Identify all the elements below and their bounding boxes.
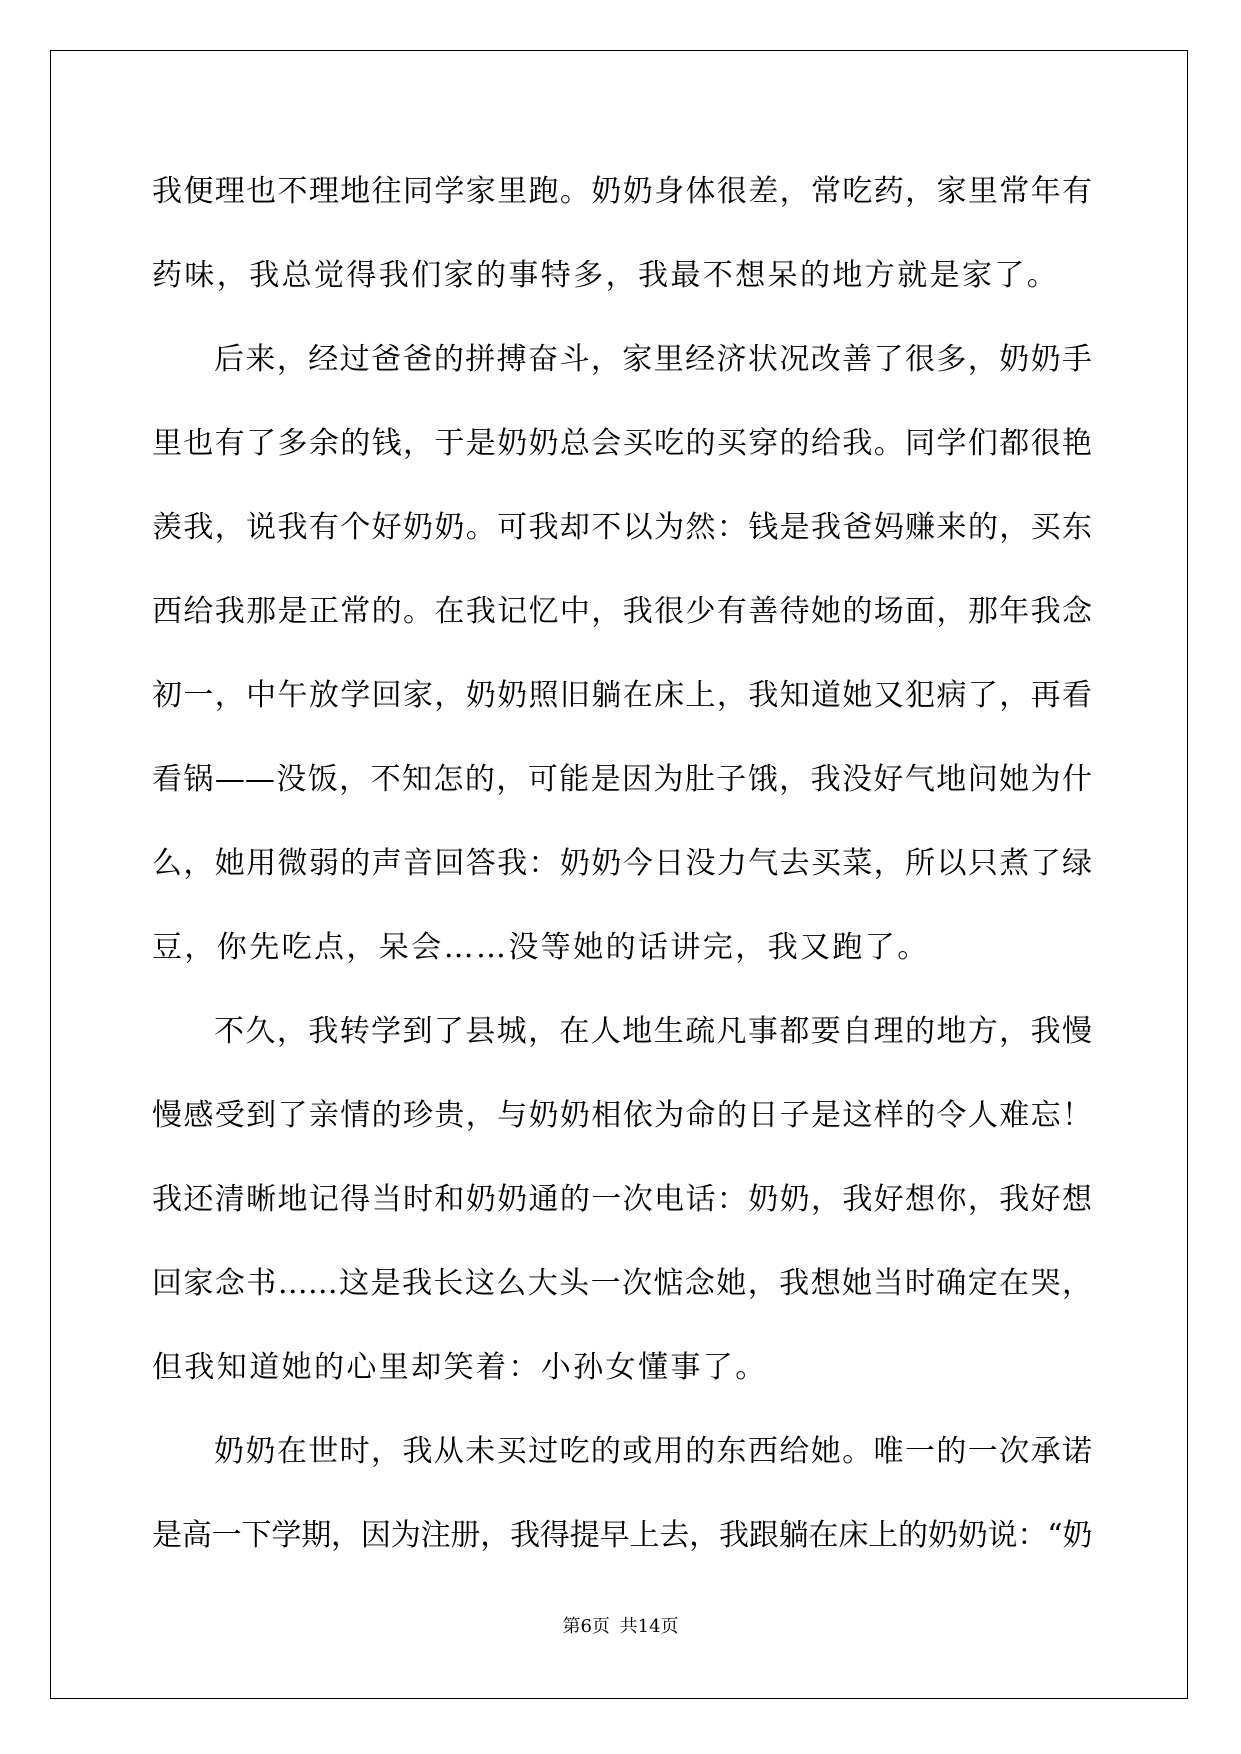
text-line: 我便理也不理地往同学家里跑。奶奶身体很差，常吃药，家里常年有 (152, 174, 1092, 209)
text-line: 里也有了多余的钱，于是奶奶总会买吃的买穿的给我。同学们都很艳 (152, 426, 1092, 461)
text-line: 我还清晰地记得当时和奶奶通的一次电话：奶奶，我好想你，我好想 (152, 1182, 1092, 1217)
text-line: 看锅——没饭，不知怎的，可能是因为肚子饿，我没好气地问她为什 (152, 762, 1092, 797)
text-line: 西给我那是正常的。在我记忆中，我很少有善待她的场面，那年我念 (152, 594, 1092, 629)
text-line: 回家念书……这是我长这么大头一次惦念她，我想她当时确定在哭， (152, 1266, 1092, 1301)
text-line: 慢感受到了亲情的珍贵，与奶奶相依为命的日子是这样的令人难忘！ (152, 1098, 1092, 1133)
text-line: 但我知道她的心里却笑着：小孙女懂事了。 (152, 1350, 768, 1385)
text-line: 初一，中午放学回家，奶奶照旧躺在床上，我知道她又犯病了，再看 (152, 678, 1092, 713)
page-footer (0, 1612, 1241, 1638)
text-line: 是高一下学期，因为注册，我得提早上去，我跟躺在床上的奶奶说：“奶 (152, 1518, 1092, 1553)
page-total: 共14页 (619, 1616, 679, 1637)
text-line: 药味，我总觉得我们家的事特多，我最不想呆的地方就是家了。 (152, 258, 1060, 293)
paragraph-start-line: 奶奶在世时，我从未买过吃的或用的东西给她。唯一的一次承诺 (214, 1434, 1092, 1469)
text-line: 么，她用微弱的声音回答我：奶奶今日没力气去买菜，所以只煮了绿 (152, 846, 1092, 881)
paragraph-start-line: 后来，经过爸爸的拼搏奋斗，家里经济状况改善了很多，奶奶手 (214, 342, 1092, 377)
text-line: 豆，你先吃点，呆会……没等她的话讲完，我又跑了。 (152, 930, 930, 965)
page-number: 第6页 (562, 1616, 610, 1637)
text-line: 羡我，说我有个好奶奶。可我却不以为然：钱是我爸妈赚来的，买东 (152, 510, 1092, 545)
paragraph-start-line: 不久，我转学到了县城，在人地生疏凡事都要自理的地方，我慢 (214, 1014, 1092, 1049)
document-body (152, 160, 1092, 1588)
